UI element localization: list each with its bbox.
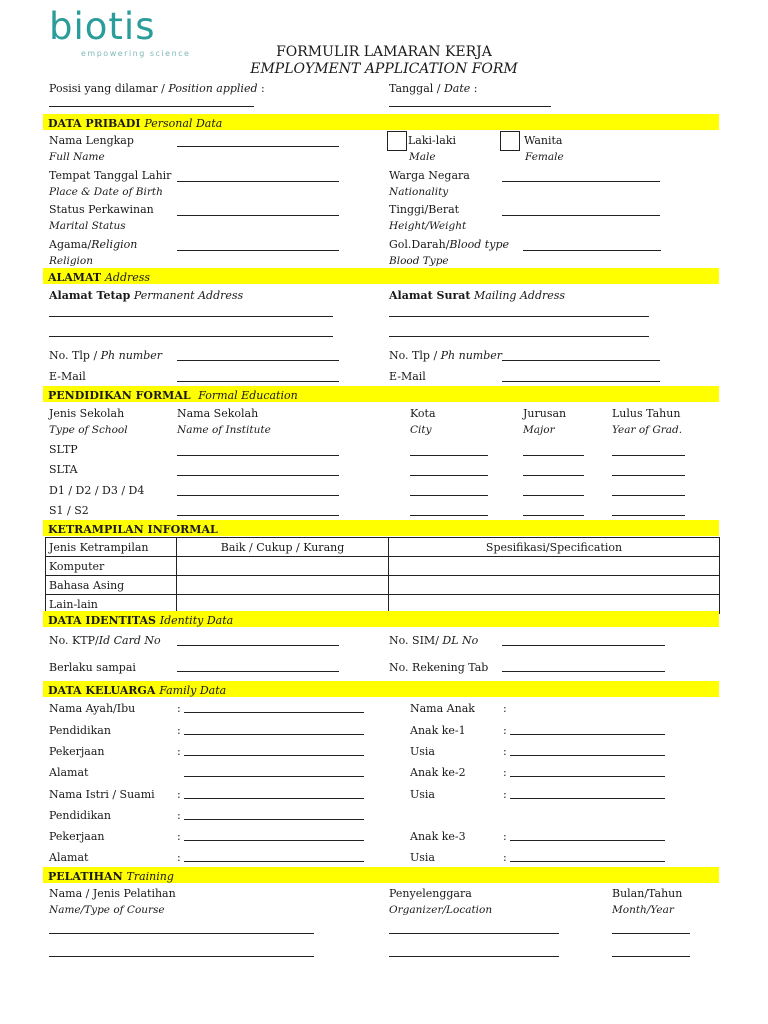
edu-major-field[interactable] <box>523 475 584 476</box>
family-label: Pekerjaan <box>49 745 105 758</box>
edu-major-field[interactable] <box>523 495 584 496</box>
child-field[interactable] <box>510 734 665 735</box>
colon: : <box>503 745 507 758</box>
edu-major-field[interactable] <box>523 455 584 456</box>
bank-account-label: No. Rekening Tab <box>389 661 489 674</box>
driver-license-field[interactable] <box>502 645 665 646</box>
skills-table <box>45 537 720 614</box>
edu-city-field[interactable] <box>410 515 488 516</box>
male-checkbox[interactable] <box>387 131 407 151</box>
id-card-field[interactable] <box>177 645 339 646</box>
full-name-field[interactable] <box>177 146 339 147</box>
male-label-en: Male <box>409 151 436 163</box>
child-field[interactable] <box>510 798 665 799</box>
family-field[interactable] <box>184 798 364 799</box>
family-field[interactable] <box>184 861 364 862</box>
email-field[interactable] <box>177 381 339 382</box>
birth-field[interactable] <box>177 181 339 182</box>
edu-name-field[interactable] <box>177 495 339 496</box>
skill-level-cell[interactable] <box>177 557 389 576</box>
skills-col-level: Baik / Cukup / Kurang <box>177 538 389 557</box>
blood-type-field[interactable] <box>523 250 661 251</box>
child-label: Usia <box>410 851 435 864</box>
email-label: E-Mail <box>49 370 86 383</box>
nationality-field[interactable] <box>502 181 660 182</box>
mailing-phone-field[interactable] <box>502 360 660 361</box>
edu-major-field[interactable] <box>523 515 584 516</box>
position-applied-label: Posisi yang dilamar / Position applied : <box>49 82 265 95</box>
training-organizer-field[interactable] <box>389 956 559 957</box>
colon: : <box>503 830 507 843</box>
family-label: Nama Ayah/Ibu <box>49 702 136 715</box>
edu-col-type-en: Type of School <box>49 424 128 436</box>
bank-account-field[interactable] <box>502 671 665 672</box>
edu-city-field[interactable] <box>410 495 488 496</box>
skill-name: Komputer <box>46 557 177 576</box>
edu-col-type: Jenis Sekolah <box>49 407 125 420</box>
family-field[interactable] <box>184 755 364 756</box>
family-field[interactable] <box>184 734 364 735</box>
edu-year-field[interactable] <box>612 455 685 456</box>
mailing-address-line-2[interactable] <box>389 336 649 337</box>
child-field[interactable] <box>510 776 665 777</box>
edu-col-city: Kota <box>410 407 436 420</box>
skills-col-spec: Spesifikasi/Specification <box>389 538 720 557</box>
edu-year-field[interactable] <box>612 495 685 496</box>
blood-type-label: Gol.Darah/Blood type <box>389 238 509 251</box>
skill-spec-cell[interactable] <box>389 576 720 595</box>
training-course-label-en: Name/Type of Course <box>49 904 165 916</box>
edu-col-major: Jurusan <box>523 407 567 420</box>
family-label: Nama Istri / Suami <box>49 788 155 801</box>
family-label: Pekerjaan <box>49 830 105 843</box>
edu-year-field[interactable] <box>612 515 685 516</box>
form-subtitle: EMPLOYMENT APPLICATION FORM <box>250 61 518 77</box>
driver-license-label: No. SIM/ DL No <box>389 634 479 647</box>
date-label: Tanggal / Date : <box>389 82 478 95</box>
section-family-data: DATA KELUARGA Family Data <box>43 681 719 697</box>
logo-tagline: empowering science <box>81 49 191 58</box>
child-label: Nama Anak <box>410 702 475 715</box>
birth-label-en: Place & Date of Birth <box>49 186 163 198</box>
child-label: Anak ke-3 <box>410 830 466 843</box>
valid-until-field[interactable] <box>177 671 339 672</box>
table-row <box>46 576 720 595</box>
family-label: Pendidikan <box>49 724 111 737</box>
marital-field[interactable] <box>177 215 339 216</box>
permanent-address-label: Alamat Tetap Permanent Address <box>49 289 244 302</box>
nationality-label-en: Nationality <box>389 186 449 198</box>
section-identity-data: DATA IDENTITAS Identity Data <box>43 611 719 627</box>
training-organizer-label-en: Organizer/Location <box>389 904 493 916</box>
skill-name: Bahasa Asing <box>46 576 177 595</box>
religion-field[interactable] <box>177 250 339 251</box>
colon: : <box>503 788 507 801</box>
female-label: Wanita <box>524 134 563 147</box>
position-applied-field[interactable] <box>49 106 254 107</box>
edu-col-year-en: Year of Grad. <box>612 424 683 436</box>
mailing-email-field[interactable] <box>502 381 660 382</box>
child-label: Anak ke-2 <box>410 766 466 779</box>
section-personal-data: DATA PRIBADI Personal Data <box>43 114 719 130</box>
training-organizer-field[interactable] <box>389 933 559 934</box>
edu-col-city-en: City <box>410 424 432 436</box>
child-field[interactable] <box>510 861 665 862</box>
training-organizer-label: Penyelenggara <box>389 887 472 900</box>
edu-name-field[interactable] <box>177 455 339 456</box>
family-field[interactable] <box>184 776 364 777</box>
edu-col-name: Nama Sekolah <box>177 407 259 420</box>
family-label: Alamat <box>49 766 89 779</box>
child-label: Anak ke-1 <box>410 724 466 737</box>
skills-col-type: Jenis Ketrampilan <box>46 538 177 557</box>
id-card-label: No. KTP/Id Card No <box>49 634 161 647</box>
height-label: Tinggi/Berat <box>389 203 460 216</box>
family-field[interactable] <box>184 840 364 841</box>
child-field[interactable] <box>510 840 665 841</box>
colon: : <box>177 724 181 737</box>
form-title: FORMULIR LAMARAN KERJA <box>276 44 492 60</box>
training-month-label-en: Month/Year <box>612 904 674 916</box>
mailing-phone-label: No. Tlp / Ph number <box>389 349 503 362</box>
skill-level-cell[interactable] <box>177 576 389 595</box>
section-training: PELATIHAN Training <box>43 867 719 883</box>
edu-level-label: S1 / S2 <box>49 504 89 517</box>
training-course-field[interactable] <box>49 956 314 957</box>
training-course-label: Nama / Jenis Pelatihan <box>49 887 176 900</box>
mailing-email-label: E-Mail <box>389 370 426 383</box>
table-header-row <box>46 538 720 557</box>
training-month-label: Bulan/Tahun <box>612 887 683 900</box>
phone-field[interactable] <box>177 360 339 361</box>
section-address: ALAMAT Address <box>43 268 719 284</box>
edu-col-major-en: Major <box>523 424 555 436</box>
full-name-label-en: Full Name <box>49 151 105 163</box>
edu-name-field[interactable] <box>177 475 339 476</box>
religion-label: Agama/Religion <box>49 238 138 251</box>
section-informal-skills: KETRAMPILAN INFORMAL <box>43 520 719 536</box>
edu-col-name-en: Name of Institute <box>177 424 271 436</box>
child-field[interactable] <box>510 755 665 756</box>
section-formal-education: PENDIDIKAN FORMAL Formal Education <box>43 386 719 402</box>
edu-level-label: SLTP <box>49 443 78 456</box>
blood-type-label-en: Blood Type <box>389 255 449 267</box>
family-label: Pendidikan <box>49 809 111 822</box>
date-field[interactable] <box>389 106 551 107</box>
training-course-field[interactable] <box>49 933 314 934</box>
company-logo: biotis <box>49 5 156 48</box>
family-field[interactable] <box>184 819 364 820</box>
marital-label-en: Marital Status <box>49 220 126 232</box>
permanent-address-line-2[interactable] <box>49 336 333 337</box>
male-label: Laki-laki <box>408 134 457 147</box>
phone-label: No. Tlp / Ph number <box>49 349 163 362</box>
edu-year-field[interactable] <box>612 475 685 476</box>
colon: : <box>177 830 181 843</box>
training-month-field[interactable] <box>612 956 690 957</box>
birth-label: Tempat Tanggal Lahir <box>49 169 172 182</box>
edu-city-field[interactable] <box>410 455 488 456</box>
height-field[interactable] <box>502 215 660 216</box>
religion-label-en: Religion <box>49 255 93 267</box>
edu-col-year: Lulus Tahun <box>612 407 681 420</box>
valid-until-label: Berlaku sampai <box>49 661 136 674</box>
child-label: Usia <box>410 745 435 758</box>
height-label-en: Height/Weight <box>389 220 467 232</box>
nationality-label: Warga Negara <box>389 169 470 182</box>
colon: : <box>177 809 181 822</box>
family-label: Alamat <box>49 851 89 864</box>
skill-spec-cell[interactable] <box>389 557 720 576</box>
colon: : <box>177 851 181 864</box>
colon: : <box>503 702 507 715</box>
mailing-address-label: Alamat Surat Mailing Address <box>389 289 566 302</box>
colon: : <box>177 788 181 801</box>
colon: : <box>503 724 507 737</box>
colon: : <box>503 766 507 779</box>
female-checkbox[interactable] <box>500 131 520 151</box>
colon: : <box>503 851 507 864</box>
marital-label: Status Perkawinan <box>49 203 154 216</box>
mailing-address-line-1[interactable] <box>389 316 649 317</box>
full-name-label: Nama Lengkap <box>49 134 134 147</box>
training-month-field[interactable] <box>612 933 690 934</box>
edu-city-field[interactable] <box>410 475 488 476</box>
edu-level-label: SLTA <box>49 463 78 476</box>
child-label: Usia <box>410 788 435 801</box>
edu-name-field[interactable] <box>177 515 339 516</box>
permanent-address-line-1[interactable] <box>49 316 333 317</box>
family-field[interactable] <box>184 712 364 713</box>
colon: : <box>177 745 181 758</box>
skill-name: Lain-lain <box>46 595 177 614</box>
edu-level-label: D1 / D2 / D3 / D4 <box>49 484 145 497</box>
colon: : <box>177 702 181 715</box>
table-row <box>46 557 720 576</box>
female-label-en: Female <box>525 151 564 163</box>
